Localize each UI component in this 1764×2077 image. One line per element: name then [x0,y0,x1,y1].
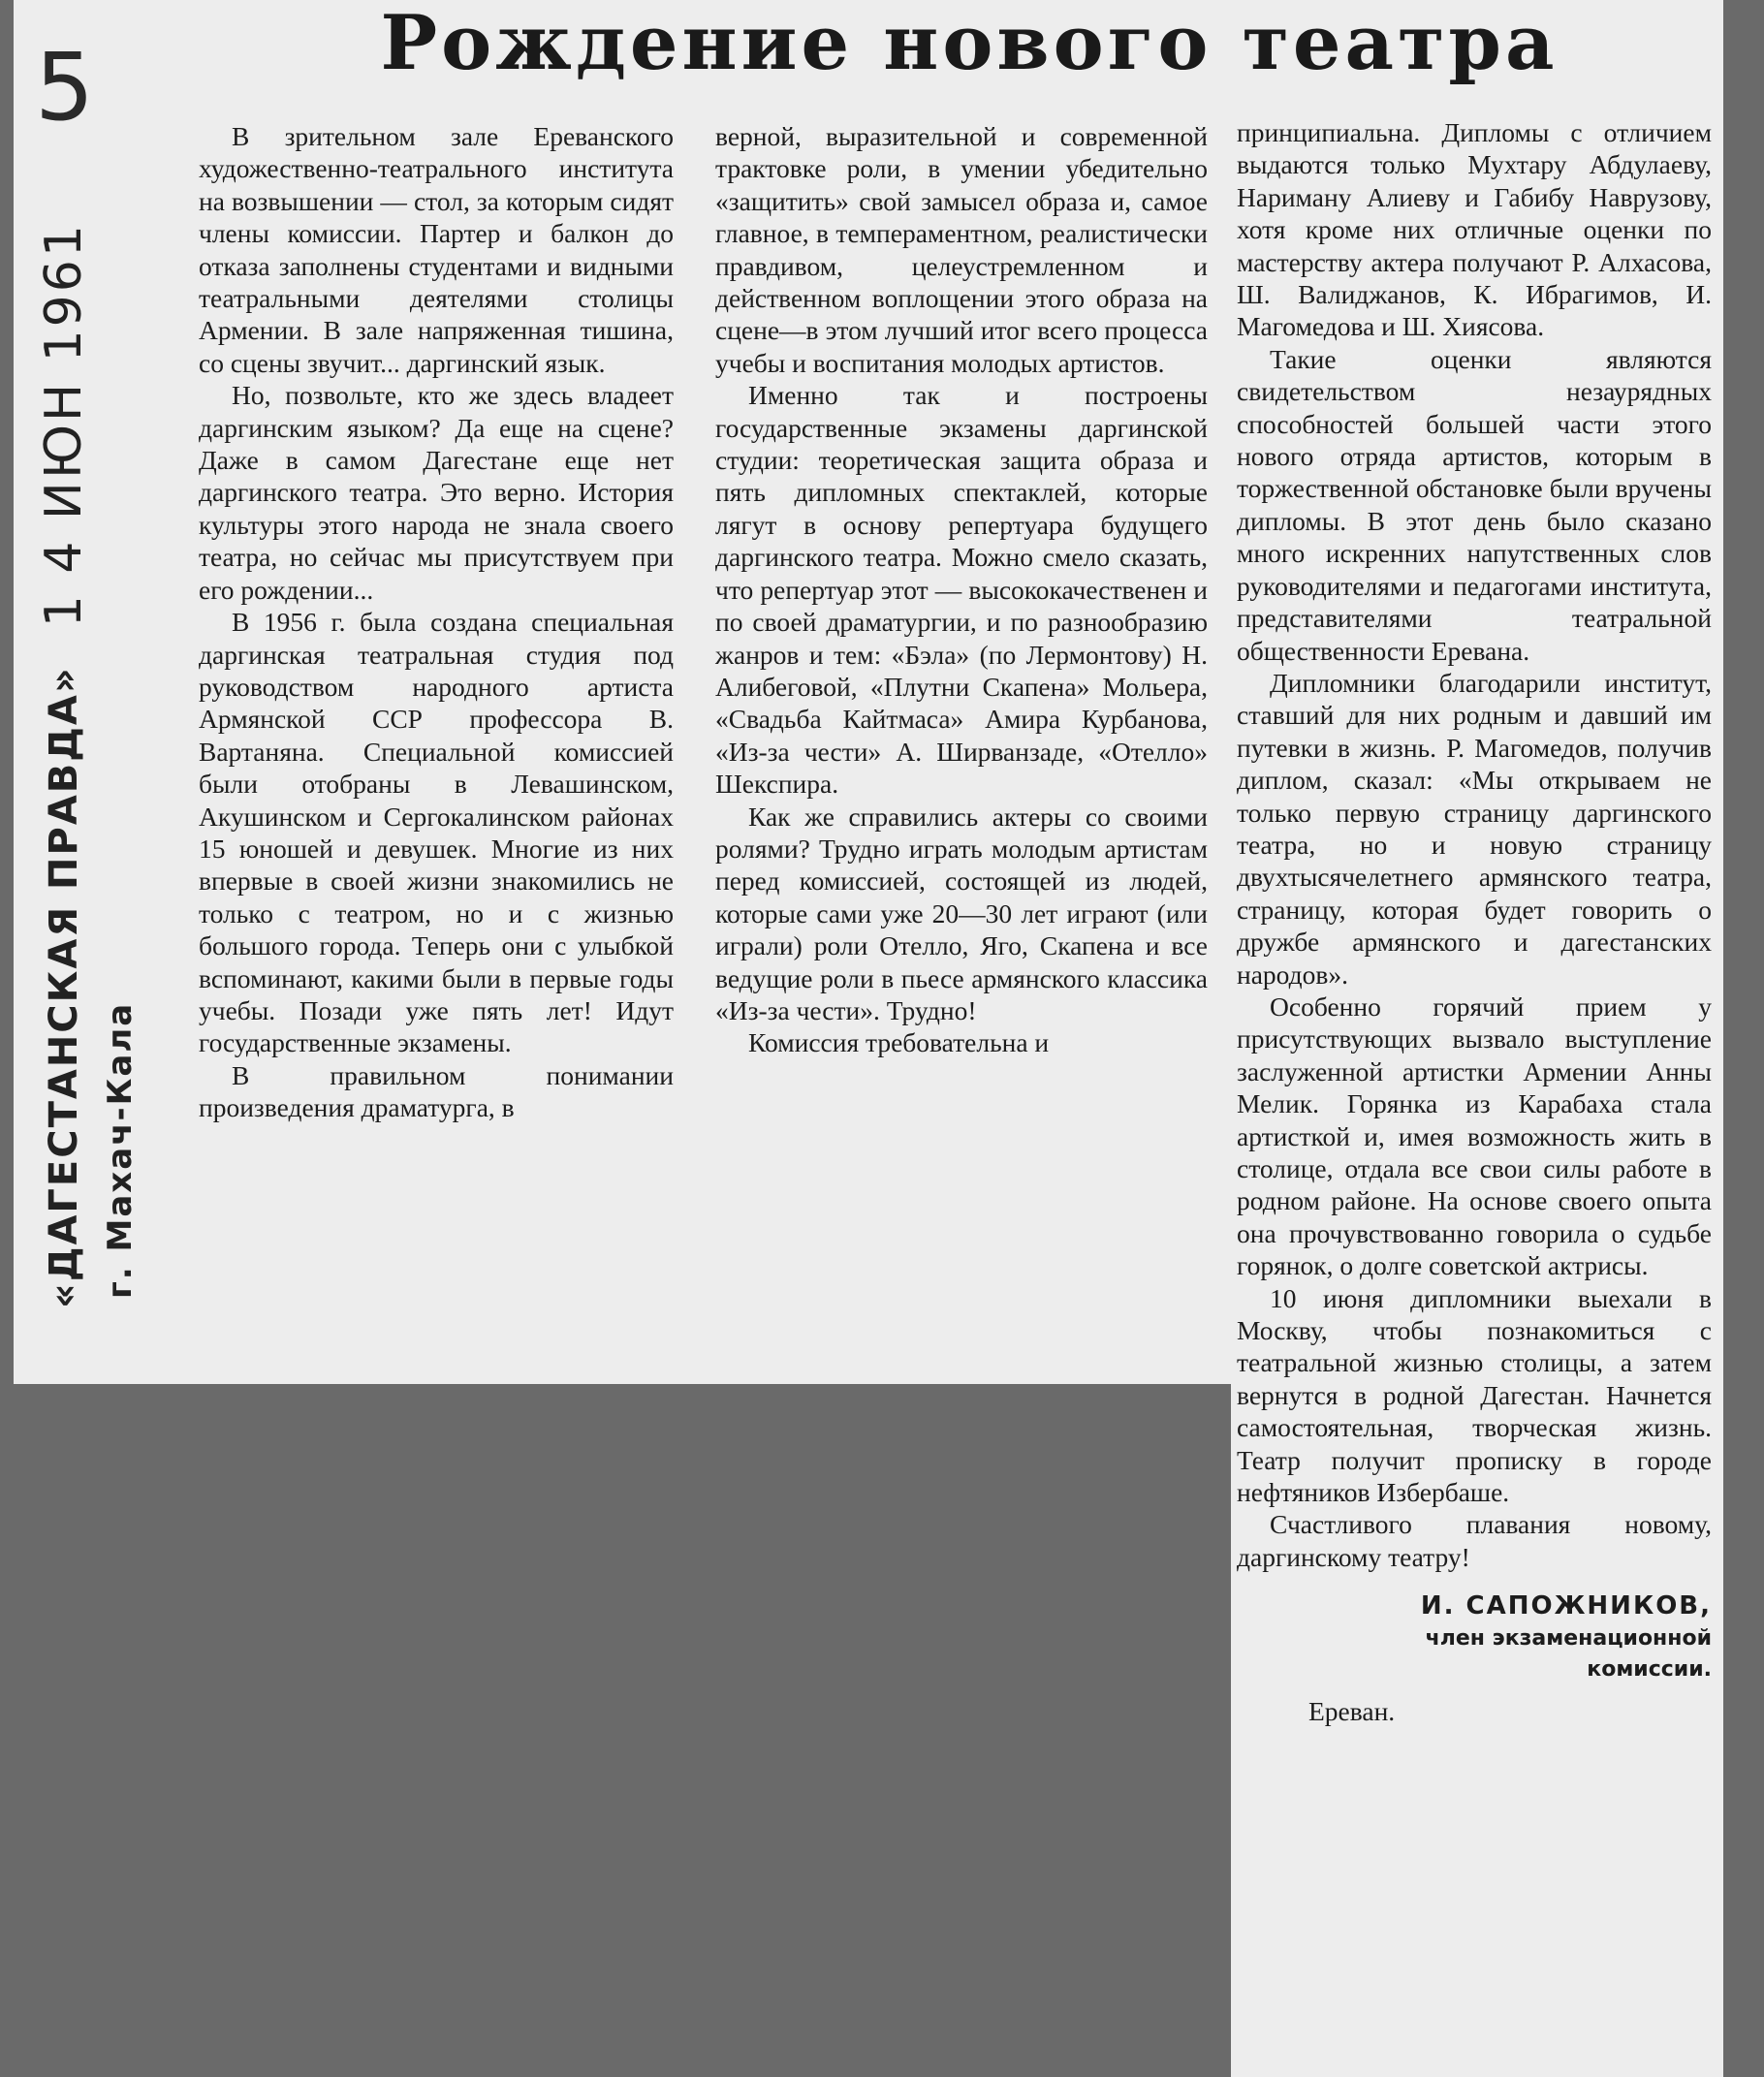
paragraph: Счастливого плавания новому, даргинскому театру! [1237,1509,1712,1572]
paragraph: Дипломники благодарили институт, ставший для них родным и давший им путевки в жизнь. Р. Магомедов, получив диплом, сказал: «Мы открываем не только первую страницу даргинского театра, но и новую страницу двухтысячелетнего армянского театра, страницу, которая будет говорить о дружбе армянского и дагестанских народов». [1237,667,1712,990]
article-column-3 [1237,116,1712,1727]
author-name: И. САПОЖНИКОВ, [1420,1591,1712,1621]
paragraph: верной, выразительной и современной трактовке роли, в умении убедительно «защитить» свой замысел образа и, самое главное, в темпераментном, реалистически правдивом, целеустремленном и действенном воплощении этого образа на сцене—в этом лучший итог всего процесса учебы и воспитания молодых артистов. [715,121,1208,378]
paragraph: Особенно горячий прием у присутствующих вызвало выступление заслуженной артистки Армении Анны Мелик. Горянка из Карабаха стала артисткой и, имея возможность жить в столице, отдала все свои силы работе в родном районе. На основе своего опыта она прочувствованно говорила о судьбе горянок, о долге советской актрисы. [1237,991,1712,1281]
stamp-date: 1 4 ИЮН 1961 [35,222,93,628]
paragraph: Именно так и построены государственные экзамены даргинской студии: теоретическая защита образа и пять дипломных спектаклей, которые лягут в основу репертуара будущего даргинского театра. Можно смело сказать, что репертуар этот — высококачественен и по своей драматургии, и по разнообразию жанров и тем: «Бэла» (по Лермонтову) Н. Алибеговой, «Плутни Скапена» Мольера, «Свадьба Кайтмаса» Амира Курбанова, «Из-за чести» А. Ширванзаде, «Отелло» Шекспира. [715,380,1208,800]
article-title: Рождение нового театра [380,0,1559,87]
paragraph: В зрительном зале Ереванского художественно-театрального института на возвышении — стол, за которым сидят члены комиссии. Партер и балкон до отказа заполнены студентами и видными театральными деятелями столицы Армении. В зале напряженная тишина, со сцены звучит... даргинский язык. [199,121,674,378]
stamp-newspaper-name: «ДАГЕСТАНСКАЯ ПРАВДА» [42,666,86,1308]
paragraph: 10 июня дипломники выехали в Москву, чтобы познакомиться с театральной жизнью столицы, а затем вернутся в родной Дагестан. Начнется самостоятельная, творческая жизнь. Театр получит прописку в городе нефтяников Избербаше. [1237,1282,1712,1508]
author-role-line-1: член экзаменационной [1425,1625,1712,1651]
paragraph: Комиссия требовательна и [748,1027,1050,1058]
article-column-2 [715,120,1208,1059]
stamp-city: г. Махач-Кала [101,1001,140,1299]
handwritten-page-number: 5 [35,33,95,142]
article-column-1 [199,120,674,1124]
newspaper-stamp [29,222,145,1308]
paragraph: принципиальна. Дипломы с отличием выдаются только Мухтару Абдулаеву, Нариману Алиеву и Габибу Наврузову, хотя кроме них отличные оценки по мастерству актера получают Р. Алхасова, Ш. Валиджанов, К. Ибрагимов, И. Магомедова и Ш. Хиясова. [1237,117,1712,342]
paragraph: Как же справились актеры со своими ролями? Трудно играть молодым артистам перед комиссией, состоящей из людей, которые сами уже 20—30 лет играют (или играли) роли Отелло, Яго, Скапена и все ведущие роли в пьесе армянского классика «Из-за чести». Трудно! [715,801,1208,1025]
dateline-city: Ереван. [1308,1695,1396,1726]
author-role-line-2: комиссии. [1587,1656,1712,1682]
paragraph: В 1956 г. была создана специальная даргинская театральная студия под руководством народного артиста Армянской ССР профессора В. Вартаняна. Специальной комиссией были отобраны в Левашинском, Акушинском и Сергокалинском районах 15 юношей и девушек. Многие из них впервые в своей жизни знакомились не только с театром, но и с жизнью большого города. Теперь они с улыбкой вспоминают, какими были в первые годы учебы. Позади уже пять лет! Идут государственные экзамены. [199,607,674,1058]
paragraph: Но, позвольте, кто же здесь владеет даргинским языком? Да еще на сцене? Даже в самом Дагестане еще нет даргинского театра. Это верно. История культуры этого народа не знала своего театра, но сейчас мы присутствуем при его рождении... [199,380,674,605]
paragraph: В правильном понимании произведения драматурга, в [199,1059,674,1123]
paragraph: Такие оценки являются свидетельством незаурядных способностей большей части этого нового отряда артистов, которым в торжественной обстановке были вручены дипломы. В этот день было сказано много искренних напутственных слов руководителями и педагогами института, представителями театральной общественности Еревана. [1237,343,1712,666]
